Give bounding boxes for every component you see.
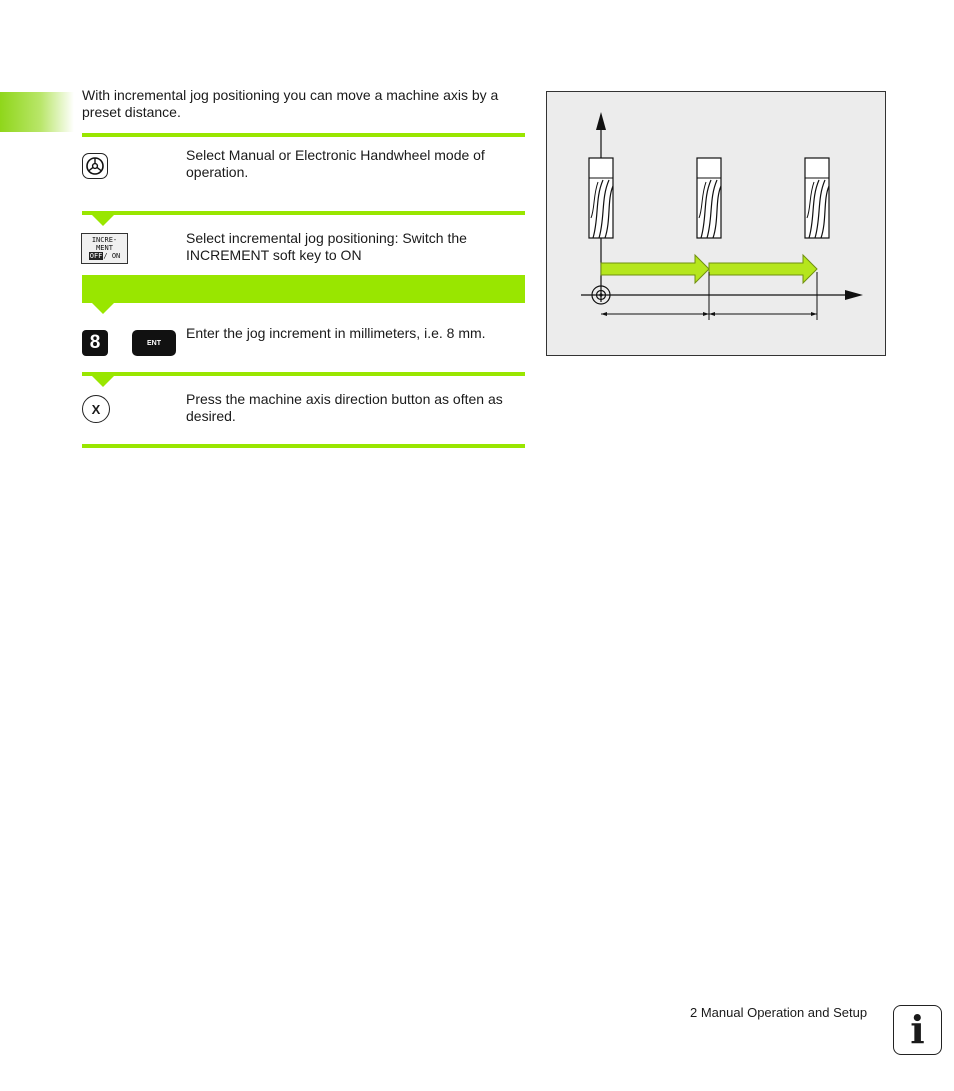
softkey-line-2: MENT bbox=[96, 244, 113, 252]
handwheel-mode-icon[interactable] bbox=[82, 153, 108, 179]
step-band bbox=[82, 275, 525, 303]
softkey-on-label: / ON bbox=[103, 252, 121, 260]
tool-position-2 bbox=[697, 158, 721, 238]
step-divider-1 bbox=[82, 211, 525, 215]
tool-position-3 bbox=[805, 158, 829, 238]
increment-softkey[interactable] bbox=[81, 233, 128, 264]
info-glyph: i bbox=[910, 1007, 925, 1052]
horizontal-axis-arrowhead bbox=[845, 290, 863, 300]
axis-x-key[interactable]: X bbox=[82, 395, 110, 423]
step-pointer-2 bbox=[92, 303, 114, 314]
softkey-off-label: OFF bbox=[89, 252, 103, 260]
ent-key[interactable]: ENT bbox=[132, 330, 176, 356]
step-divider-bottom bbox=[82, 444, 525, 448]
steering-wheel-icon bbox=[85, 156, 105, 176]
chapter-footer: 2 Manual Operation and Setup bbox=[690, 1005, 868, 1020]
step-divider-3 bbox=[82, 372, 525, 376]
step-1-text: Select Manual or Electronic Handwheel mode of operation. bbox=[186, 147, 485, 180]
softkey-line-1: INCRE- bbox=[91, 236, 118, 244]
digit-8-key[interactable]: 8 bbox=[82, 330, 108, 356]
step-2-text: Select incremental jog positioning: Switch the INCREMENT soft key to ON bbox=[186, 230, 467, 263]
step-pointer-3 bbox=[92, 376, 114, 387]
step-divider-top bbox=[82, 133, 525, 137]
step-pointer-1 bbox=[92, 215, 114, 226]
step-3-text: Enter the jog increment in millimeters, i.e. 8 mm. bbox=[186, 325, 486, 341]
intro-text: With incremental jog positioning you can move a machine axis by a preset distance. bbox=[82, 87, 499, 120]
tool-position-1 bbox=[589, 158, 613, 238]
jog-diagram bbox=[547, 92, 885, 355]
increment-arrow-2 bbox=[709, 255, 817, 283]
vertical-axis-arrowhead bbox=[596, 112, 606, 130]
chapter-tab-marker bbox=[0, 92, 74, 132]
jog-increment-figure bbox=[546, 91, 886, 356]
info-icon bbox=[893, 1005, 942, 1055]
increment-arrow-1 bbox=[601, 255, 709, 283]
step-4-text: Press the machine axis direction button as often as desired. bbox=[186, 391, 503, 424]
